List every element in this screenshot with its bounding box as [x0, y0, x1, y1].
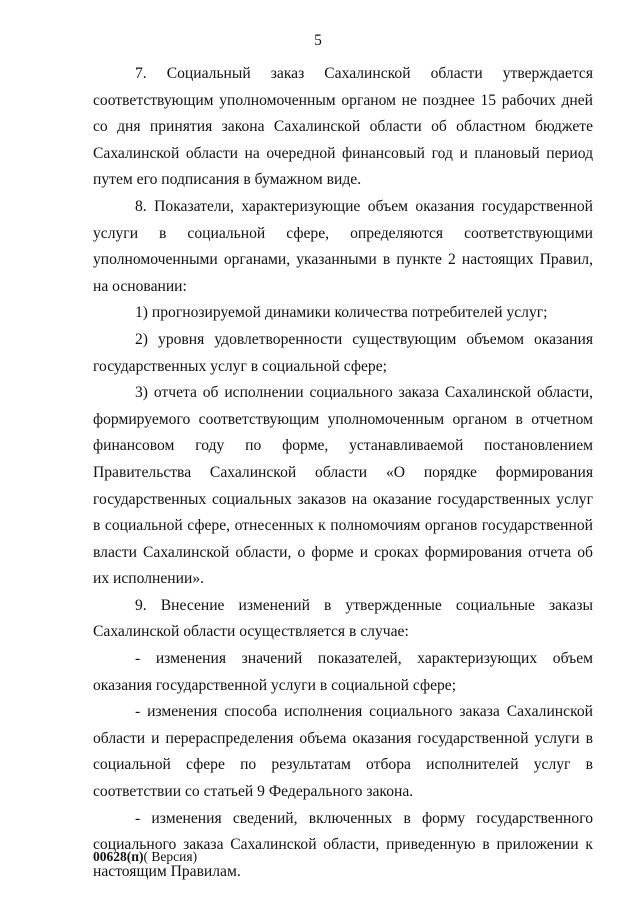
- paragraph-8: 8. Показатели, характеризующие объем оказания государственной услуги в социальной сфере, определяются соответствующими уполномоченными органами, указанными в пункте 2 настоящих Правил, на основании:: [93, 197, 593, 295]
- list-item-dash-3: - изменения сведений, включенных в форму государственного социального заказа Сахалинской области, приведенную в приложении к настоящим Правилам.: [93, 809, 593, 880]
- list-item-dash-1: - изменения значений показателей, характеризующих объем оказания государственной услуги в социальной сфере;: [93, 650, 593, 694]
- document-footer: [93, 849, 197, 865]
- page-number: 5: [314, 32, 322, 49]
- paragraph-7: 7. Социальный заказ Сахалинской области утверждается соответствующим уполномоченным органом не позднее 15 рабочих дней со дня принятия закона Сахалинской области об областном бюджете Сахалинской области на очередной финансовый год и плановый период путем его подписания в бумажном виде.: [93, 65, 593, 189]
- list-item-dash-2: - изменения способа исполнения социального заказа Сахалинской области и перераспределения объема оказания государственной услуги в социальной сфере по результатам отбора исполнителей услуг в соответствии со статьей 9 Федерального закона.: [93, 703, 593, 801]
- document-code: 00628(п): [93, 849, 144, 864]
- document-body: [93, 61, 593, 885]
- document-version: ( Версия): [143, 849, 198, 864]
- list-item-3: 3) отчета об исполнении социального заказа Сахалинской области, формируемого соответствующим уполномоченным органом в отчетном финансовом году по форме, устанавливаемой постановлением Правительства Сахалинской области «О порядке формирования государственных социальных заказов на оказание государственных услуг в социальной сфере, отнесенных к полномочиям органов государственной власти Сахалинской области, о форме и сроках формирования отчета об их исполнении».: [93, 384, 593, 588]
- list-item-2: 2) уровня удовлетворенности существующим объемом оказания государственных услуг в социальной сфере;: [93, 330, 593, 375]
- list-item-1: 1) прогнозируемой динамики количества потребителей услуг;: [135, 304, 548, 322]
- paragraph-9: 9. Внесение изменений в утвержденные социальные заказы Сахалинской области осуществляется в случае:: [93, 596, 593, 641]
